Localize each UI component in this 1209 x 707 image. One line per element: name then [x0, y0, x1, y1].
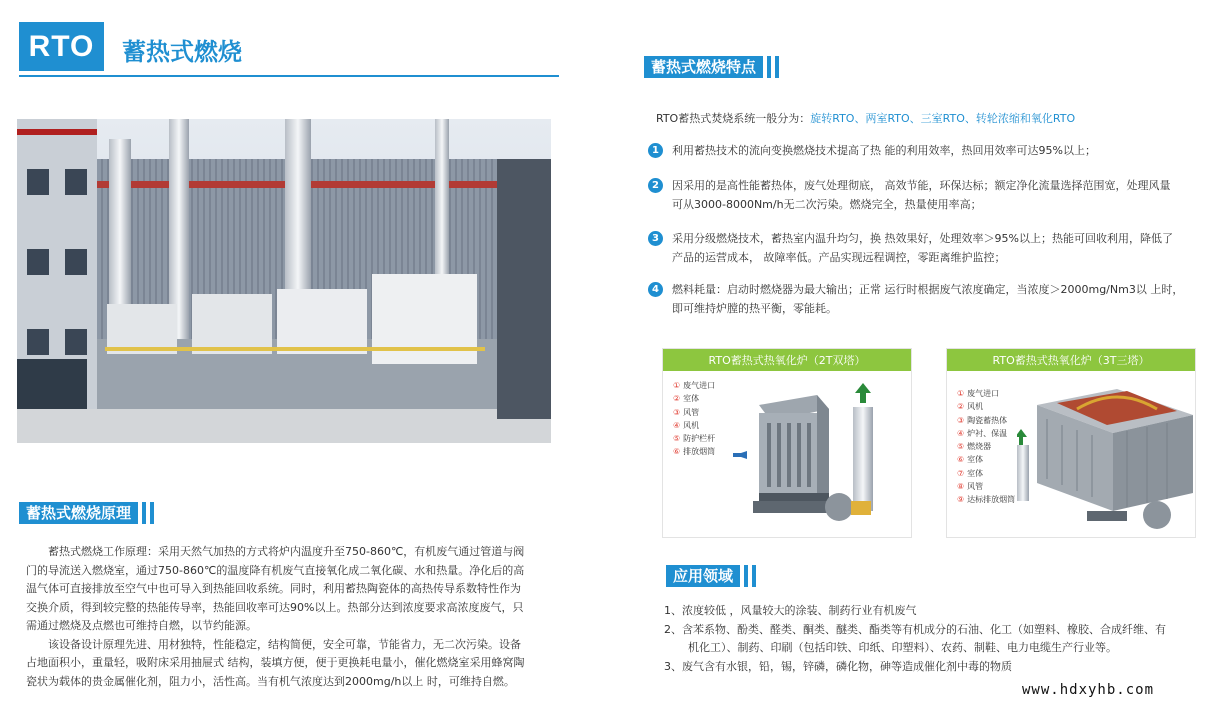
feature-number-badge: 3 — [648, 231, 663, 246]
application-heading — [666, 565, 756, 587]
legend-item: ① 废气进口 — [957, 389, 1000, 398]
legend-item: ② 风机 — [957, 402, 984, 412]
feature-text — [672, 230, 1197, 267]
legend-item: ⑦ 室体 — [957, 468, 984, 478]
principle-line: 门的导流送入燃烧室，通过750-860℃的温度降有机废气直接氧化成二氧化碳、水和热量。净化后的高 — [26, 563, 525, 577]
feature-number-badge: 1 — [648, 143, 663, 158]
feature-line: 即可维持炉膛的热平衡，零能耗。 — [672, 301, 837, 315]
application-list — [664, 602, 1199, 676]
legend-item: ② 室体 — [673, 394, 700, 404]
principle-line: 需通过燃烧及点燃也可维持自燃，以节约能源。 — [26, 619, 257, 632]
diagram-legend — [957, 387, 1015, 507]
principle-line: 蓄热式燃烧工作原理：采用天然气加热的方式将炉内温度升至750-860℃，有机废气通过管道与阀 — [48, 545, 525, 558]
features-heading-label: 蓄热式燃烧特点 — [644, 56, 763, 78]
legend-item: ③ 陶瓷蓄热体 — [957, 415, 1008, 425]
feature-text — [672, 281, 1197, 318]
heading-bar — [142, 502, 146, 524]
feature-line: 产品的运营成本， 故障率低。产品实现远程调控，零距离维护监控； — [672, 250, 1006, 264]
principle-heading — [19, 502, 154, 524]
feature-item — [648, 282, 663, 297]
legend-item: ④ 风机 — [673, 420, 700, 430]
application-item: 3、废气含有水银，铅，锡，锌磷，磷化物，砷等造成催化剂中毒的物质 — [664, 659, 1012, 673]
legend-item: ⑤ 燃烧器 — [957, 442, 992, 452]
rto-2t-illustration — [733, 377, 909, 537]
principle-line: 交换介质，得到较完整的热能传导率，热能回收率可达90%以上。热部分达到浓度要求高浓度废气，只 — [26, 600, 524, 614]
feature-text — [672, 177, 1197, 214]
feature-line: 燃料耗量：启动时燃烧器为最大输出；正常 运行时根据废气浓度确定，当浓度＞2000mg/Nm3以 上时， — [672, 283, 1184, 296]
legend-item: ⑧ 风管 — [957, 482, 984, 492]
principle-line: 占地面积小，重量轻，吸附床采用抽屉式 结构，装填方便，便于更换耗电量小，催化燃烧室采用蜂窝陶 — [26, 656, 525, 669]
intro-prefix: RTO蓄热式焚烧系统一般分为： — [656, 112, 811, 125]
heading-bar — [752, 565, 756, 587]
website-url[interactable]: www.hdxyhb.com — [1022, 682, 1155, 698]
heading-bar — [150, 502, 154, 524]
principle-text — [26, 543, 554, 691]
diagram-title: RTO蓄热式热氧化炉（3T三塔） — [947, 349, 1195, 371]
principle-heading-label: 蓄热式燃烧原理 — [19, 502, 138, 524]
legend-item: ⑤ 防护栏杆 — [673, 434, 716, 444]
feature-number-badge: 4 — [648, 282, 663, 297]
feature-line: 因采用的是高性能蓄热体，废气处理彻底， 高效节能，环保达标；额定净化流量选择范围宽，处理风量 — [672, 179, 1171, 192]
heading-bar — [767, 56, 771, 78]
rto-badge: RTO — [19, 22, 104, 71]
legend-item: ⑥ 排放烟筒 — [673, 447, 716, 457]
features-heading — [644, 56, 779, 78]
feature-item — [648, 143, 663, 158]
features-intro — [656, 110, 1075, 129]
application-item: 2、含苯系物、酚类、醛类、酮类、醚类、酯类等有机成分的石油、化工（如塑料、橡胶、合成纤维、有 — [664, 622, 1166, 636]
legend-item: ③ 风管 — [673, 407, 700, 417]
diagram-title: RTO蓄热式热氧化炉（2T双塔） — [663, 349, 911, 371]
principle-line: 该设备设计原理先进、用材独特，性能稳定，结构简便，安全可靠，节能省力，无二次污染。设备 — [48, 637, 521, 651]
diagram-3t — [946, 348, 1196, 538]
feature-line: 可从3000-8000Nm/h无二次污染。燃烧完全，热量使用率高； — [672, 197, 982, 211]
application-item: 机化工）、制药、印刷（包括印铁、印纸、印塑料）、农药、制鞋、电力电缆生产行业等。 — [688, 641, 1117, 654]
title-divider — [19, 75, 559, 77]
heading-bar — [775, 56, 779, 78]
legend-item: ⑨ 达标排放烟筒 — [957, 495, 1016, 505]
feature-item — [648, 231, 663, 246]
rto-3t-illustration — [1017, 375, 1193, 535]
heading-bar — [744, 565, 748, 587]
legend-item: ⑥ 室体 — [957, 455, 984, 465]
feature-line: 利用蓄热技术的流向变换燃烧技术提高了热 能的利用效率，热回用效率可达95%以上； — [672, 144, 1096, 157]
plant-photo — [17, 119, 551, 443]
feature-number-badge: 2 — [648, 178, 663, 193]
feature-item — [648, 178, 663, 193]
application-heading-label: 应用领域 — [666, 565, 740, 587]
intro-types: 旋转RTO、两室RTO、三室RTO、转轮浓缩和氧化RTO — [810, 112, 1076, 125]
diagram-legend — [673, 379, 715, 459]
principle-line: 温气体可直接排放至空气中也可导入到热能回收系统。同时，利用蓄热陶瓷体的高热传导系数特性作为 — [26, 582, 521, 595]
diagram-2t — [662, 348, 912, 538]
feature-text — [672, 142, 1192, 161]
legend-item: ① 废气进口 — [673, 381, 716, 390]
feature-line: 采用分级燃烧技术，蓄热室内温升均匀，换 热效果好，处理效率＞95%以上；热能可回收利用，降低了 — [672, 232, 1173, 245]
application-item: 1、浓度较低 ，风量较大的涂装、制药行业有机废气 — [664, 604, 917, 617]
legend-item: ④ 炉衬、保温 — [957, 428, 1008, 438]
page-title: 蓄热式燃烧 — [122, 38, 242, 66]
principle-line: 瓷状为载体的贵金属催化剂，阻力小，活性高。当有机气浓度达到2000mg/h以上 时，可维持自燃。 — [26, 674, 515, 688]
